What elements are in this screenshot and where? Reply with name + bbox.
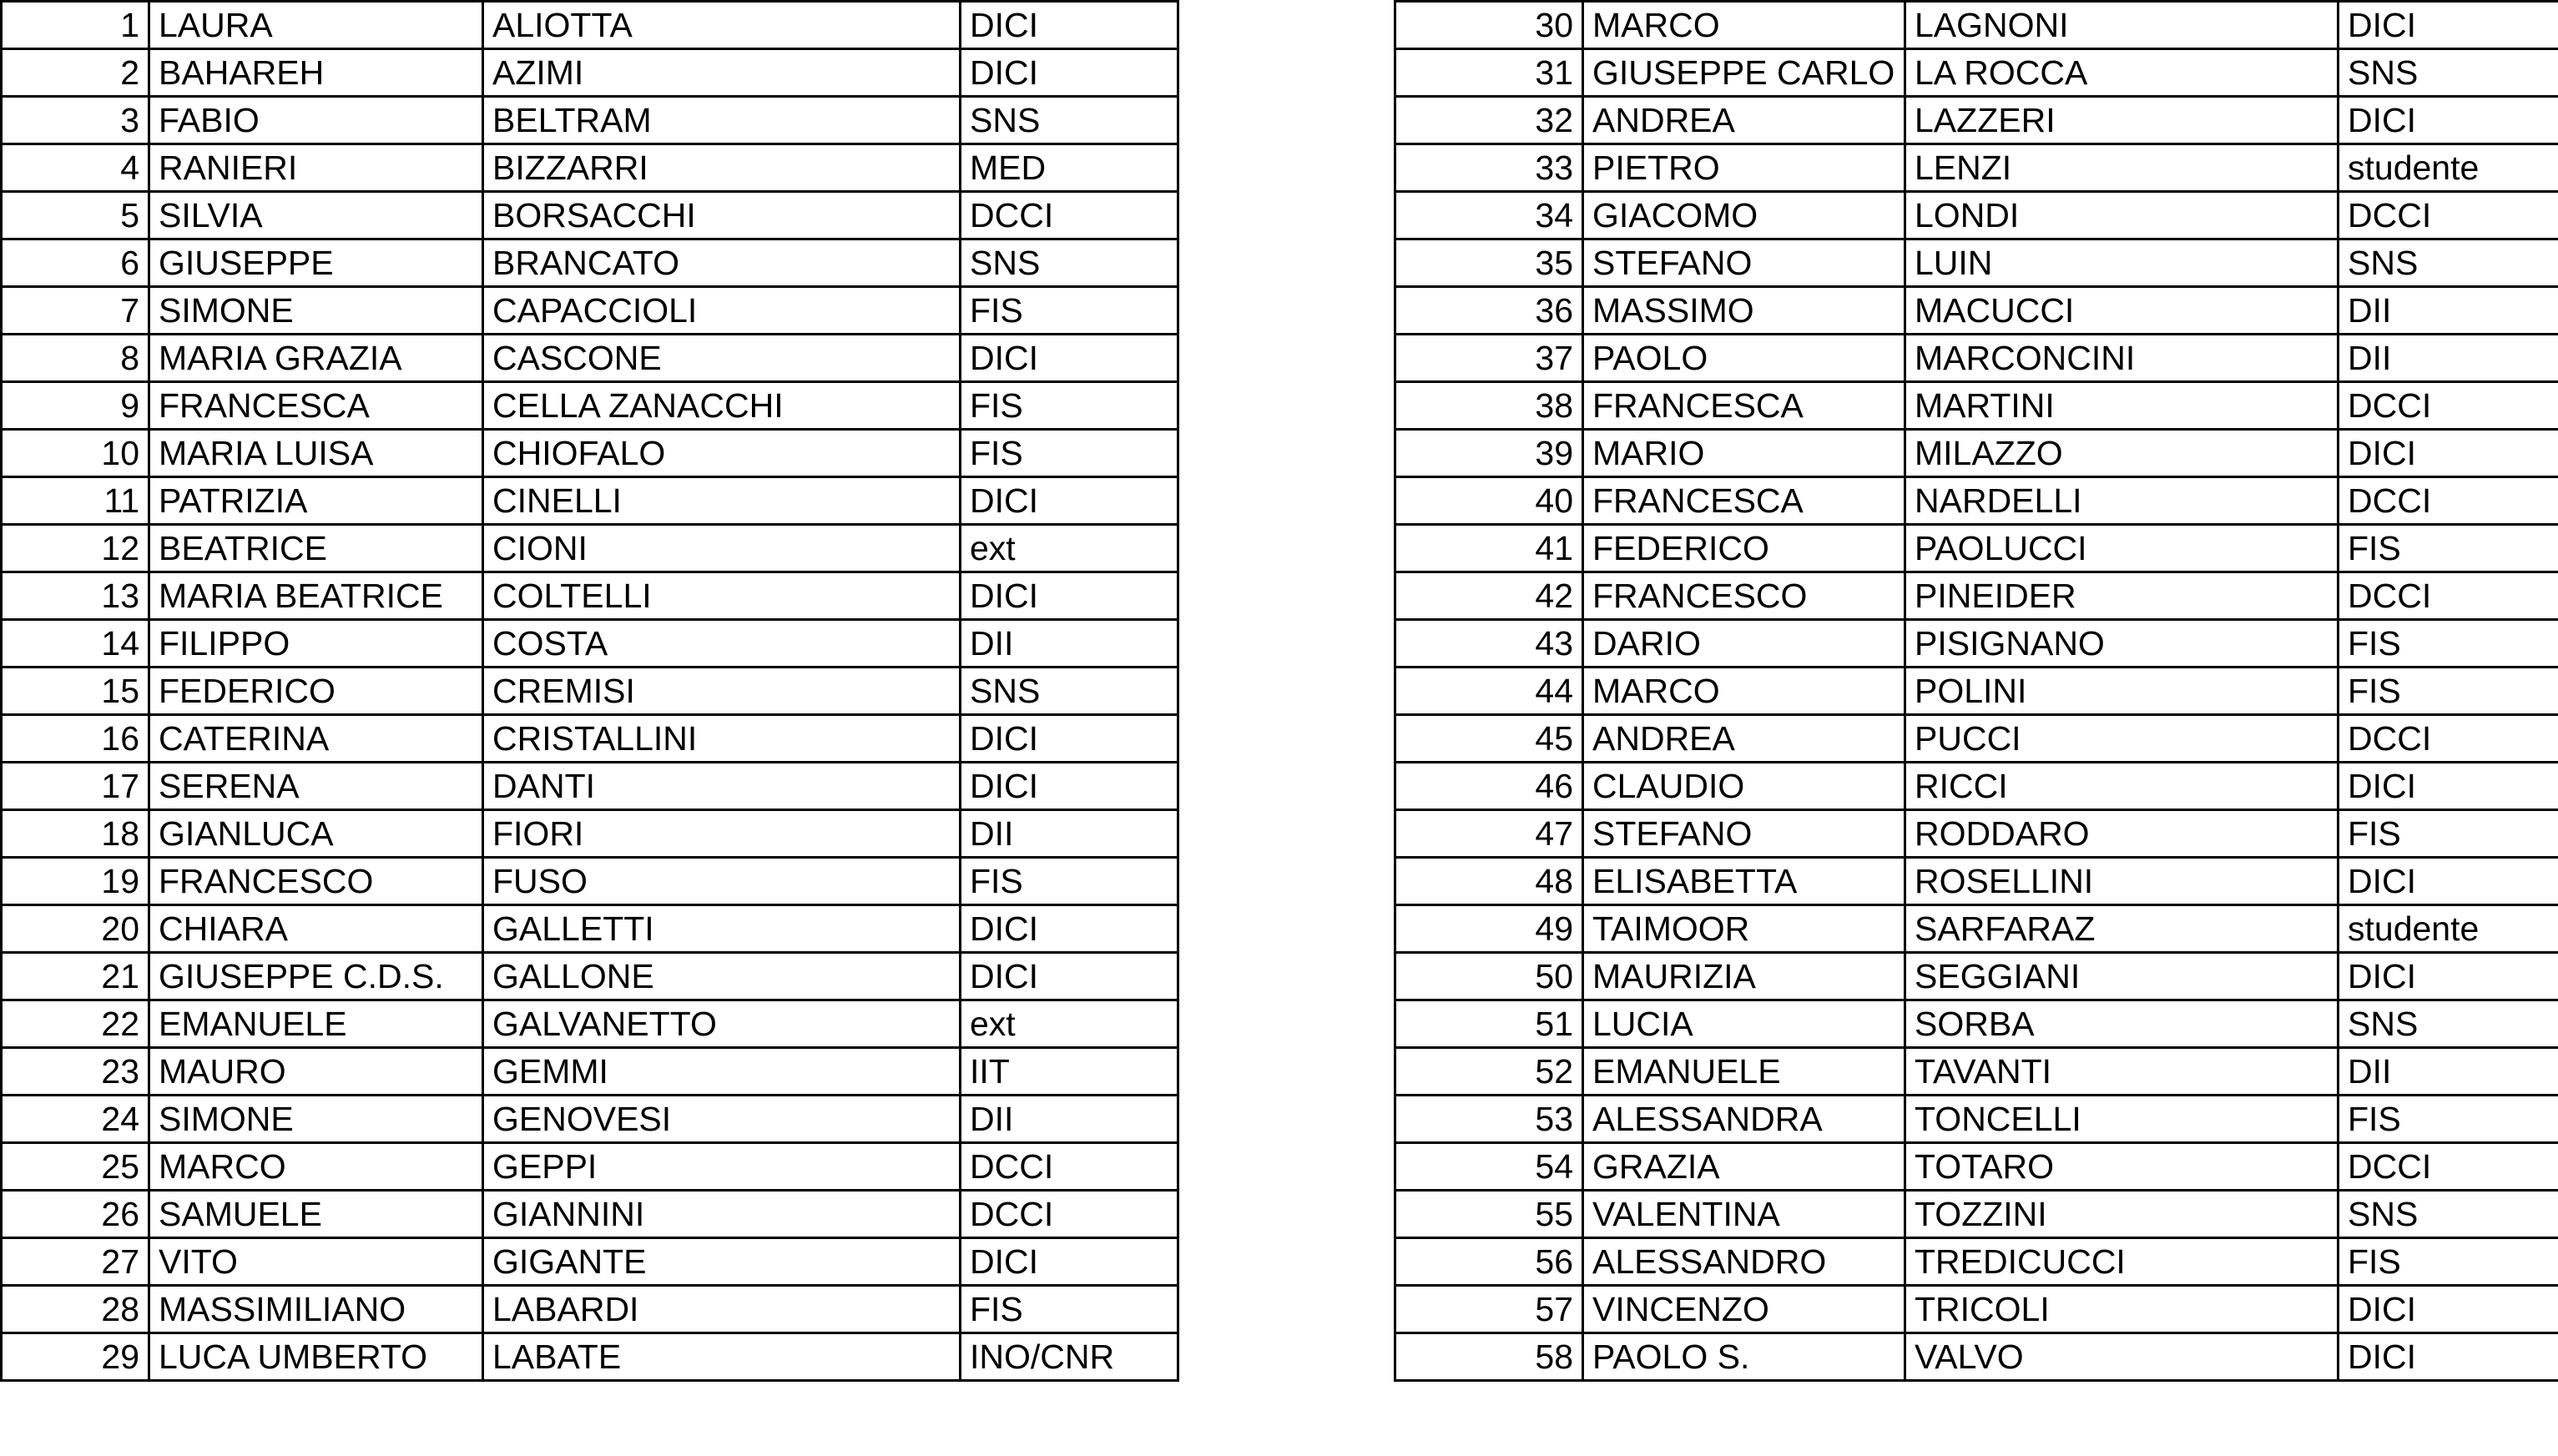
first-name-cell: CLAUDIO (1583, 763, 1905, 810)
row-number-cell: 38 (1395, 382, 1583, 430)
table-row (2, 953, 1178, 1000)
row-number-cell: 13 (2, 572, 149, 620)
department-cell: DCCI (961, 1191, 1178, 1238)
last-name-cell: CHIOFALO (483, 430, 961, 477)
table-row (2, 1238, 1178, 1286)
row-number-cell: 19 (2, 858, 149, 905)
first-name-cell: FRANCESCO (149, 858, 483, 905)
table-row (2, 144, 1178, 192)
first-name-cell: RANIERI (149, 144, 483, 192)
table-row (1395, 525, 2558, 572)
department-cell: SNS (2339, 49, 2558, 97)
first-name-cell: FRANCESCA (1583, 477, 1905, 525)
first-name-cell: MARIO (1583, 430, 1905, 477)
last-name-cell: MARCONCINI (1905, 335, 2339, 382)
table-row (2, 1096, 1178, 1143)
last-name-cell: GALVANETTO (483, 1000, 961, 1048)
row-number-cell: 20 (2, 905, 149, 953)
row-number-cell: 9 (2, 382, 149, 430)
row-number-cell: 8 (2, 335, 149, 382)
last-name-cell: SEGGIANI (1905, 953, 2339, 1000)
row-number-cell: 31 (1395, 49, 1583, 97)
row-number-cell: 47 (1395, 810, 1583, 858)
department-cell: DICI (2339, 1286, 2558, 1333)
table-row (1395, 49, 2558, 97)
table-row (1395, 430, 2558, 477)
department-cell: DII (961, 1096, 1178, 1143)
last-name-cell: RODDARO (1905, 810, 2339, 858)
department-cell: DICI (961, 2, 1178, 49)
first-name-cell: PIETRO (1583, 144, 1905, 192)
department-cell: DCCI (2339, 715, 2558, 763)
first-name-cell: CATERINA (149, 715, 483, 763)
table-row (1395, 1143, 2558, 1191)
table-row (2, 763, 1178, 810)
first-name-cell: MASSIMILIANO (149, 1286, 483, 1333)
first-name-cell: PAOLO (1583, 335, 1905, 382)
row-number-cell: 32 (1395, 97, 1583, 144)
row-number-cell: 34 (1395, 192, 1583, 239)
table-row (1395, 477, 2558, 525)
row-number-cell: 52 (1395, 1048, 1583, 1096)
first-name-cell: FRANCESCA (149, 382, 483, 430)
table-row (1395, 572, 2558, 620)
row-number-cell: 5 (2, 192, 149, 239)
first-name-cell: GRAZIA (1583, 1143, 1905, 1191)
row-number-cell: 21 (2, 953, 149, 1000)
table-row (2, 715, 1178, 763)
last-name-cell: LABARDI (483, 1286, 961, 1333)
row-number-cell: 56 (1395, 1238, 1583, 1286)
table-row (2, 1143, 1178, 1191)
last-name-cell: BIZZARRI (483, 144, 961, 192)
table-row (1395, 1286, 2558, 1333)
department-cell: DICI (961, 335, 1178, 382)
last-name-cell: FIORI (483, 810, 961, 858)
table-row (1395, 620, 2558, 668)
table-row (2, 1048, 1178, 1096)
last-name-cell: LUIN (1905, 239, 2339, 287)
department-cell: DII (2339, 287, 2558, 335)
department-cell: FIS (2339, 1096, 2558, 1143)
roster-table-body (1395, 2, 2558, 1381)
first-name-cell: ANDREA (1583, 715, 1905, 763)
row-number-cell: 4 (2, 144, 149, 192)
first-name-cell: GIUSEPPE (149, 239, 483, 287)
last-name-cell: PUCCI (1905, 715, 2339, 763)
table-row (1395, 1238, 2558, 1286)
row-number-cell: 53 (1395, 1096, 1583, 1143)
row-number-cell: 35 (1395, 239, 1583, 287)
table-row (2, 525, 1178, 572)
table-row (1395, 192, 2558, 239)
table-row (2, 239, 1178, 287)
last-name-cell: GENOVESI (483, 1096, 961, 1143)
table-row (1395, 763, 2558, 810)
last-name-cell: VALVO (1905, 1333, 2339, 1381)
department-cell: ext (961, 525, 1178, 572)
table-row (1395, 97, 2558, 144)
row-number-cell: 7 (2, 287, 149, 335)
last-name-cell: ALIOTTA (483, 2, 961, 49)
last-name-cell: SORBA (1905, 1000, 2339, 1048)
row-number-cell: 11 (2, 477, 149, 525)
department-cell: DCCI (2339, 572, 2558, 620)
department-cell: SNS (2339, 1191, 2558, 1238)
row-number-cell: 6 (2, 239, 149, 287)
first-name-cell: GIUSEPPE CARLO (1583, 49, 1905, 97)
first-name-cell: VALENTINA (1583, 1191, 1905, 1238)
row-number-cell: 18 (2, 810, 149, 858)
row-number-cell: 46 (1395, 763, 1583, 810)
first-name-cell: LAURA (149, 2, 483, 49)
row-number-cell: 48 (1395, 858, 1583, 905)
first-name-cell: FEDERICO (149, 668, 483, 715)
last-name-cell: LAZZERI (1905, 97, 2339, 144)
last-name-cell: LABATE (483, 1333, 961, 1381)
last-name-cell: NARDELLI (1905, 477, 2339, 525)
table-row (2, 572, 1178, 620)
last-name-cell: PISIGNANO (1905, 620, 2339, 668)
last-name-cell: MILAZZO (1905, 430, 2339, 477)
last-name-cell: COLTELLI (483, 572, 961, 620)
department-cell: FIS (961, 382, 1178, 430)
last-name-cell: RICCI (1905, 763, 2339, 810)
table-row (2, 287, 1178, 335)
department-cell: DICI (961, 763, 1178, 810)
department-cell: DII (961, 810, 1178, 858)
row-number-cell: 44 (1395, 668, 1583, 715)
table-row (1395, 668, 2558, 715)
last-name-cell: PINEIDER (1905, 572, 2339, 620)
table-row (2, 382, 1178, 430)
first-name-cell: SIMONE (149, 1096, 483, 1143)
first-name-cell: MARCO (1583, 2, 1905, 49)
last-name-cell: TOZZINI (1905, 1191, 2339, 1238)
table-row (1395, 239, 2558, 287)
last-name-cell: GALLETTI (483, 905, 961, 953)
table-row (2, 2, 1178, 49)
table-row (1395, 953, 2558, 1000)
row-number-cell: 40 (1395, 477, 1583, 525)
department-cell: DICI (2339, 97, 2558, 144)
department-cell: DII (2339, 1048, 2558, 1096)
last-name-cell: GIANNINI (483, 1191, 961, 1238)
row-number-cell: 28 (2, 1286, 149, 1333)
table-row (1395, 1191, 2558, 1238)
roster-table-body (2, 2, 1178, 1381)
department-cell: SNS (961, 668, 1178, 715)
last-name-cell: TAVANTI (1905, 1048, 2339, 1096)
row-number-cell: 29 (2, 1333, 149, 1381)
department-cell: FIS (961, 1286, 1178, 1333)
row-number-cell: 55 (1395, 1191, 1583, 1238)
first-name-cell: FRANCESCO (1583, 572, 1905, 620)
last-name-cell: BELTRAM (483, 97, 961, 144)
table-row (1395, 2, 2558, 49)
department-cell: FIS (2339, 620, 2558, 668)
department-cell: DCCI (961, 1143, 1178, 1191)
last-name-cell: ROSELLINI (1905, 858, 2339, 905)
department-cell: MED (961, 144, 1178, 192)
last-name-cell: BORSACCHI (483, 192, 961, 239)
table-row (2, 430, 1178, 477)
table-row (2, 49, 1178, 97)
first-name-cell: FEDERICO (1583, 525, 1905, 572)
last-name-cell: SARFARAZ (1905, 905, 2339, 953)
first-name-cell: ANDREA (1583, 97, 1905, 144)
first-name-cell: ELISABETTA (1583, 858, 1905, 905)
first-name-cell: MARCO (149, 1143, 483, 1191)
table-row (2, 477, 1178, 525)
table-row (2, 620, 1178, 668)
first-name-cell: EMANUELE (1583, 1048, 1905, 1096)
department-cell: FIS (961, 430, 1178, 477)
department-cell: FIS (2339, 810, 2558, 858)
first-name-cell: CHIARA (149, 905, 483, 953)
first-name-cell: PATRIZIA (149, 477, 483, 525)
last-name-cell: AZIMI (483, 49, 961, 97)
department-cell: DICI (961, 49, 1178, 97)
table-row (1395, 287, 2558, 335)
table-row (2, 858, 1178, 905)
last-name-cell: TONCELLI (1905, 1096, 2339, 1143)
row-number-cell: 3 (2, 97, 149, 144)
first-name-cell: MARIA BEATRICE (149, 572, 483, 620)
department-cell: DICI (961, 572, 1178, 620)
first-name-cell: ALESSANDRO (1583, 1238, 1905, 1286)
table-row (2, 810, 1178, 858)
first-name-cell: DARIO (1583, 620, 1905, 668)
table-row (2, 905, 1178, 953)
row-number-cell: 30 (1395, 2, 1583, 49)
last-name-cell: LENZI (1905, 144, 2339, 192)
last-name-cell: TOTARO (1905, 1143, 2339, 1191)
department-cell: DII (2339, 335, 2558, 382)
department-cell: SNS (961, 239, 1178, 287)
first-name-cell: VINCENZO (1583, 1286, 1905, 1333)
row-number-cell: 50 (1395, 953, 1583, 1000)
department-cell: FIS (2339, 1238, 2558, 1286)
department-cell: studente (2339, 905, 2558, 953)
first-name-cell: GIACOMO (1583, 192, 1905, 239)
row-number-cell: 2 (2, 49, 149, 97)
table-row (2, 97, 1178, 144)
row-number-cell: 37 (1395, 335, 1583, 382)
row-number-cell: 45 (1395, 715, 1583, 763)
first-name-cell: STEFANO (1583, 239, 1905, 287)
row-number-cell: 15 (2, 668, 149, 715)
department-cell: DICI (2339, 2, 2558, 49)
department-cell: DII (961, 620, 1178, 668)
first-name-cell: ALESSANDRA (1583, 1096, 1905, 1143)
roster-table-left (0, 0, 1179, 1382)
row-number-cell: 27 (2, 1238, 149, 1286)
last-name-cell: CAPACCIOLI (483, 287, 961, 335)
department-cell: DCCI (961, 192, 1178, 239)
table-row (1395, 858, 2558, 905)
row-number-cell: 33 (1395, 144, 1583, 192)
last-name-cell: TRICOLI (1905, 1286, 2339, 1333)
first-name-cell: SILVIA (149, 192, 483, 239)
last-name-cell: GIGANTE (483, 1238, 961, 1286)
row-number-cell: 58 (1395, 1333, 1583, 1381)
row-number-cell: 43 (1395, 620, 1583, 668)
department-cell: SNS (2339, 239, 2558, 287)
table-row (2, 192, 1178, 239)
department-cell: INO/CNR (961, 1333, 1178, 1381)
row-number-cell: 16 (2, 715, 149, 763)
department-cell: FIS (2339, 525, 2558, 572)
department-cell: DICI (961, 953, 1178, 1000)
row-number-cell: 1 (2, 2, 149, 49)
table-row (1395, 335, 2558, 382)
last-name-cell: MACUCCI (1905, 287, 2339, 335)
roster-table-right (1394, 0, 2558, 1382)
row-number-cell: 49 (1395, 905, 1583, 953)
last-name-cell: COSTA (483, 620, 961, 668)
first-name-cell: MARIA GRAZIA (149, 335, 483, 382)
department-cell: DICI (2339, 858, 2558, 905)
last-name-cell: DANTI (483, 763, 961, 810)
last-name-cell: GALLONE (483, 953, 961, 1000)
table-row (1395, 810, 2558, 858)
table-row (1395, 382, 2558, 430)
last-name-cell: LONDI (1905, 192, 2339, 239)
department-cell: FIS (961, 858, 1178, 905)
first-name-cell: MASSIMO (1583, 287, 1905, 335)
last-name-cell: LA ROCCA (1905, 49, 2339, 97)
table-row (2, 1000, 1178, 1048)
table-row (2, 1191, 1178, 1238)
last-name-cell: GEMMI (483, 1048, 961, 1096)
first-name-cell: SERENA (149, 763, 483, 810)
table-row (1395, 1000, 2558, 1048)
first-name-cell: LUCA UMBERTO (149, 1333, 483, 1381)
row-number-cell: 42 (1395, 572, 1583, 620)
last-name-cell: CASCONE (483, 335, 961, 382)
row-number-cell: 10 (2, 430, 149, 477)
first-name-cell: EMANUELE (149, 1000, 483, 1048)
first-name-cell: VITO (149, 1238, 483, 1286)
row-number-cell: 14 (2, 620, 149, 668)
department-cell: DICI (961, 477, 1178, 525)
department-cell: IIT (961, 1048, 1178, 1096)
row-number-cell: 12 (2, 525, 149, 572)
department-cell: DICI (961, 1238, 1178, 1286)
first-name-cell: SAMUELE (149, 1191, 483, 1238)
first-name-cell: BAHAREH (149, 49, 483, 97)
department-cell: FIS (2339, 668, 2558, 715)
last-name-cell: CIONI (483, 525, 961, 572)
first-name-cell: MAURO (149, 1048, 483, 1096)
table-row (1395, 905, 2558, 953)
row-number-cell: 22 (2, 1000, 149, 1048)
last-name-cell: BRANCATO (483, 239, 961, 287)
row-number-cell: 54 (1395, 1143, 1583, 1191)
first-name-cell: FABIO (149, 97, 483, 144)
department-cell: DCCI (2339, 192, 2558, 239)
last-name-cell: LAGNONI (1905, 2, 2339, 49)
last-name-cell: CELLA ZANACCHI (483, 382, 961, 430)
first-name-cell: GIANLUCA (149, 810, 483, 858)
department-cell: SNS (961, 97, 1178, 144)
department-cell: DICI (2339, 953, 2558, 1000)
table-row (1395, 715, 2558, 763)
table-row (2, 1286, 1178, 1333)
row-number-cell: 51 (1395, 1000, 1583, 1048)
last-name-cell: PAOLUCCI (1905, 525, 2339, 572)
last-name-cell: CREMISI (483, 668, 961, 715)
department-cell: DICI (2339, 430, 2558, 477)
row-number-cell: 26 (2, 1191, 149, 1238)
row-number-cell: 57 (1395, 1286, 1583, 1333)
department-cell: studente (2339, 144, 2558, 192)
department-cell: DCCI (2339, 477, 2558, 525)
row-number-cell: 39 (1395, 430, 1583, 477)
first-name-cell: MARIA LUISA (149, 430, 483, 477)
first-name-cell: PAOLO S. (1583, 1333, 1905, 1381)
table-row (2, 1333, 1178, 1381)
table-row (2, 668, 1178, 715)
first-name-cell: BEATRICE (149, 525, 483, 572)
table-row (2, 335, 1178, 382)
last-name-cell: MARTINI (1905, 382, 2339, 430)
department-cell: DICI (961, 715, 1178, 763)
last-name-cell: FUSO (483, 858, 961, 905)
department-cell: ext (961, 1000, 1178, 1048)
department-cell: DICI (961, 905, 1178, 953)
table-row (1395, 144, 2558, 192)
first-name-cell: FILIPPO (149, 620, 483, 668)
first-name-cell: LUCIA (1583, 1000, 1905, 1048)
department-cell: DICI (2339, 1333, 2558, 1381)
first-name-cell: FRANCESCA (1583, 382, 1905, 430)
last-name-cell: CRISTALLINI (483, 715, 961, 763)
department-cell: DCCI (2339, 1143, 2558, 1191)
table-row (1395, 1096, 2558, 1143)
table-row (1395, 1333, 2558, 1381)
department-cell: DICI (2339, 763, 2558, 810)
row-number-cell: 36 (1395, 287, 1583, 335)
first-name-cell: MARCO (1583, 668, 1905, 715)
department-cell: SNS (2339, 1000, 2558, 1048)
row-number-cell: 17 (2, 763, 149, 810)
last-name-cell: TREDICUCCI (1905, 1238, 2339, 1286)
department-cell: DCCI (2339, 382, 2558, 430)
table-row (1395, 1048, 2558, 1096)
row-number-cell: 24 (2, 1096, 149, 1143)
first-name-cell: GIUSEPPE C.D.S. (149, 953, 483, 1000)
last-name-cell: GEPPI (483, 1143, 961, 1191)
department-cell: FIS (961, 287, 1178, 335)
first-name-cell: MAURIZIA (1583, 953, 1905, 1000)
first-name-cell: TAIMOOR (1583, 905, 1905, 953)
row-number-cell: 41 (1395, 525, 1583, 572)
first-name-cell: SIMONE (149, 287, 483, 335)
first-name-cell: STEFANO (1583, 810, 1905, 858)
last-name-cell: POLINI (1905, 668, 2339, 715)
row-number-cell: 25 (2, 1143, 149, 1191)
row-number-cell: 23 (2, 1048, 149, 1096)
last-name-cell: CINELLI (483, 477, 961, 525)
